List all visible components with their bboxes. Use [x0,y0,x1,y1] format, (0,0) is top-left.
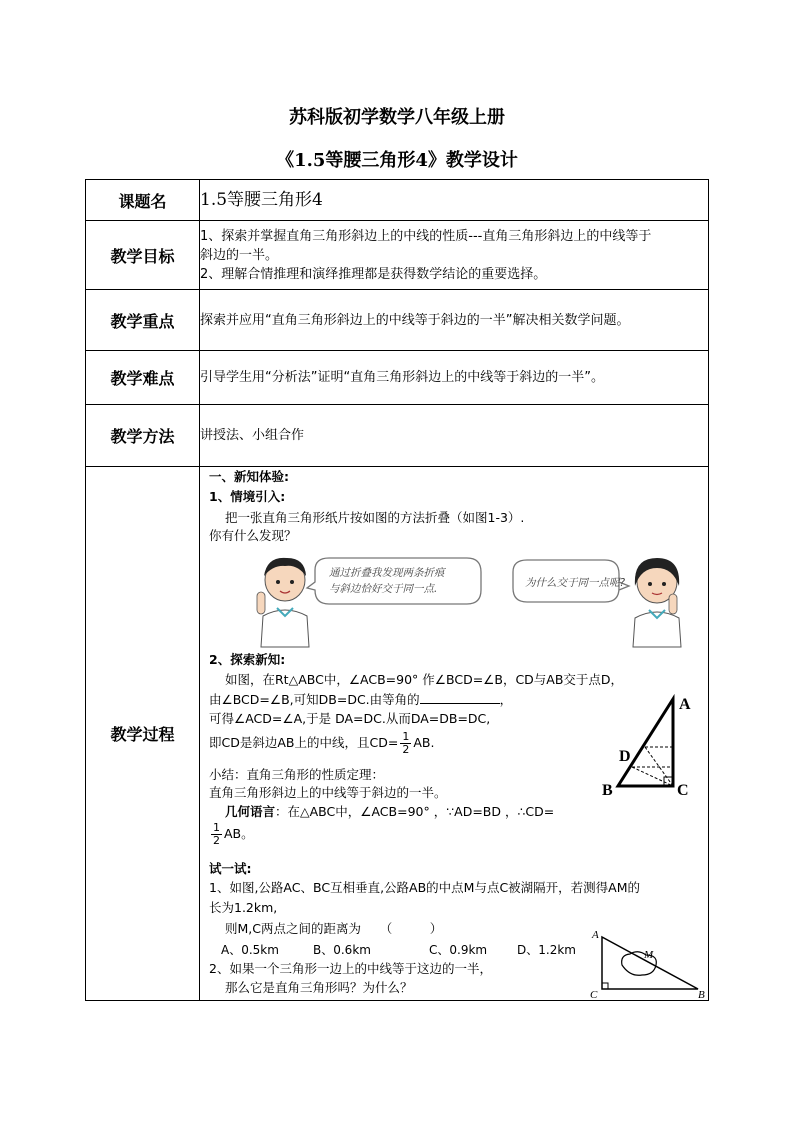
bubble-left-line2: 与斜边恰好交于同一点. [329,583,438,595]
process-content [200,467,710,1000]
left-speech-bubble [307,558,481,604]
row-topic [86,180,709,221]
option-b: B、0.6km [313,943,371,957]
lesson-plan-table [85,179,709,1001]
bubble-left-line1: 通过折叠我发现两条折痕 [329,567,445,579]
label-b: B [698,989,705,1001]
doc-subtitle: 《1.5等腰三角形4》教学设计 [276,150,518,171]
fraction-denominator: 2 [213,834,220,847]
proof-line [209,731,434,756]
label-topic: 课题名 [86,180,200,221]
value-objectives [200,221,709,290]
option-c: C、0.9km [429,943,488,957]
proof-text: ， [499,692,513,707]
girl-figure-icon [633,558,681,647]
fill-blank [420,691,500,704]
label-m: M [644,949,654,961]
row-objectives [86,221,709,290]
label-methods: 教学方法 [86,405,200,467]
row-process [86,467,709,1001]
subsection-heading: 1、情境引入: [209,489,286,504]
option-a: A、0.5km [221,943,279,957]
question-line: 长为1.2km, [209,900,278,915]
row-key-points [86,290,709,351]
fraction-denominator: 2 [402,743,410,756]
geometry-language-cont [209,822,254,847]
try-heading: 试一试: [209,861,252,876]
geometry-label: 几何语言 [225,804,276,819]
value-process [200,467,709,1001]
geometry-language [225,804,554,820]
proof-line [209,691,512,708]
label-c: C [590,989,598,1001]
geometry-text: ：在△ABC中，∠ACB=90° ，∵AD=BD ，∴CD= [275,804,555,819]
question-options [221,942,576,958]
row-methods [86,405,709,467]
label-process: 教学过程 [86,467,200,1001]
objective-line: 1、探索并掌握直角三角形斜边上的中线的性质---直角三角形斜边上的中线等于 [200,228,652,244]
students-illustration [245,552,705,648]
paragraph: 把一张直角三角形纸片按如图的方法折叠（如图1-3）. [225,510,525,525]
subsection-heading: 2、探索新知: [209,652,286,667]
triangle-figure-abc [590,689,710,809]
option-d: D、1.2km [517,943,576,957]
fraction-numerator: 1 [402,730,410,743]
proof-line: 如图，在Rt△ABC中，∠ACB=90° 作∠BCD=∠B，CD与AB交于点D， [225,672,624,687]
question-line: 2、如果一个三角形一边上的中线等于这边的一半， [209,961,492,976]
question-line: 那么它是直角三角形吗？为什么？ [225,980,413,995]
label-b: B [602,782,613,799]
value-methods: 讲授法、小组合作 [200,405,709,467]
objective-line: 斜边的一半。 [200,247,279,263]
label-objectives: 教学目标 [86,221,200,290]
label-difficulties: 教学难点 [86,351,200,405]
value-topic: 1.5等腰三角形4 [200,180,709,221]
label-a: A [592,929,599,941]
summary-line: 直角三角形斜边上的中线等于斜边的一半。 [209,785,447,800]
question-line: 1、如图,公路AC、BC互相垂直,公路AB的中点M与点C被湖隔开，若测得AM的 [209,880,641,895]
fraction-numerator: 1 [213,821,220,834]
boy-figure-icon [257,558,309,647]
summary-line: 小结：直角三角形的性质定理： [209,767,385,782]
proof-text: AB. [413,735,435,750]
value-difficulties: 引导学生用“分析法”证明“直角三角形斜边上的中线等于斜边的一半”。 [200,351,709,405]
doc-title: 苏科版初学数学八年级上册 [289,107,505,128]
label-a: A [679,696,691,713]
proof-line: 可得∠ACD=∠A,于是 DA=DC.从而DA=DB=DC, [209,711,491,726]
label-c: C [677,782,689,799]
proof-text: 由∠BCD=∠B,可知DB=DC.由等角的 [209,692,420,707]
paragraph: 你有什么发现？ [209,528,297,543]
objective-line: 2、理解合情推理和演绎推理都是获得数学结论的重要选择。 [200,266,547,282]
row-difficulties [86,351,709,405]
geometry-text: AB。 [224,826,254,841]
question-line: 则M,C两点之间的距离为 （ ） [225,921,443,936]
label-d: D [619,748,631,765]
fraction [211,822,222,847]
proof-text: 即CD是斜边AB上的中线，且CD= [209,735,399,750]
section-heading: 一、新知体验: [209,469,289,484]
label-key-points: 教学重点 [86,290,200,351]
road-triangle-figure [586,925,710,1001]
bubble-right-text: 为什么交于同一点呢? [525,577,626,589]
fraction [400,731,411,756]
value-key-points: 探索并应用“直角三角形斜边上的中线等于斜边的一半”解决相关数学问题。 [200,290,709,351]
